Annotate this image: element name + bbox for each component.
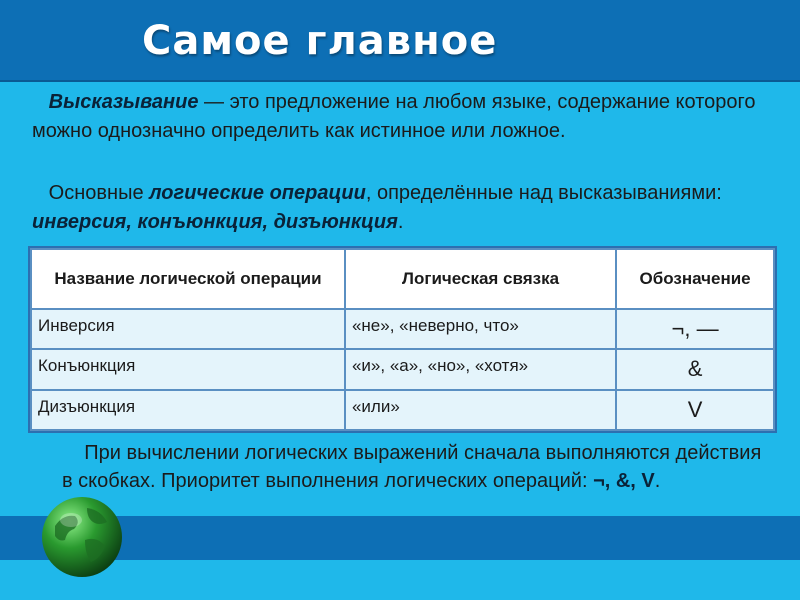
operations-end: . <box>397 211 404 233</box>
cell-symbol: V <box>616 390 774 430</box>
header-symbol: Обозначение <box>616 249 774 309</box>
operations-table <box>28 246 777 433</box>
slide-title: Самое главное <box>142 18 498 64</box>
table-row <box>31 309 774 349</box>
priority-paragraph <box>62 439 762 495</box>
operations-list: инверсия, конъюнкция, дизъюнкция <box>32 211 398 233</box>
cell-operation-name: Конъюнкция <box>31 349 345 389</box>
definition-term: Высказывание <box>48 91 199 113</box>
header-connective: Логическая связка <box>345 249 616 309</box>
table-row <box>31 349 774 389</box>
table-header-row <box>31 249 774 309</box>
operations-term: логические операции <box>149 182 366 204</box>
table-row <box>31 390 774 430</box>
cell-symbol: & <box>616 349 774 389</box>
operations-mid: , определённые над высказываниями: <box>365 182 722 204</box>
priority-order: ¬, &, V <box>593 470 655 492</box>
cell-connective: «не», «неверно, что» <box>345 309 616 349</box>
cell-connective: «и», «а», «но», «хотя» <box>345 349 616 389</box>
cell-connective: «или» <box>345 390 616 430</box>
definition-paragraph <box>32 88 772 146</box>
priority-text: При вычислении логических выражений сначала выполняются действия в скобках. Приоритет выполнения логических операций: <box>62 442 762 492</box>
operations-paragraph <box>32 179 772 237</box>
cell-symbol: ¬, — <box>616 309 774 349</box>
operations-lead: Основные <box>48 182 150 204</box>
cell-operation-name: Инверсия <box>31 309 345 349</box>
header-operation-name: Название логической операции <box>31 249 345 309</box>
priority-end: . <box>654 470 661 492</box>
globe-icon <box>41 496 123 578</box>
cell-operation-name: Дизъюнкция <box>31 390 345 430</box>
definition-text: — это предложение на любом языке, содержание которого можно однозначно определить как истинное или ложное. <box>32 91 756 142</box>
